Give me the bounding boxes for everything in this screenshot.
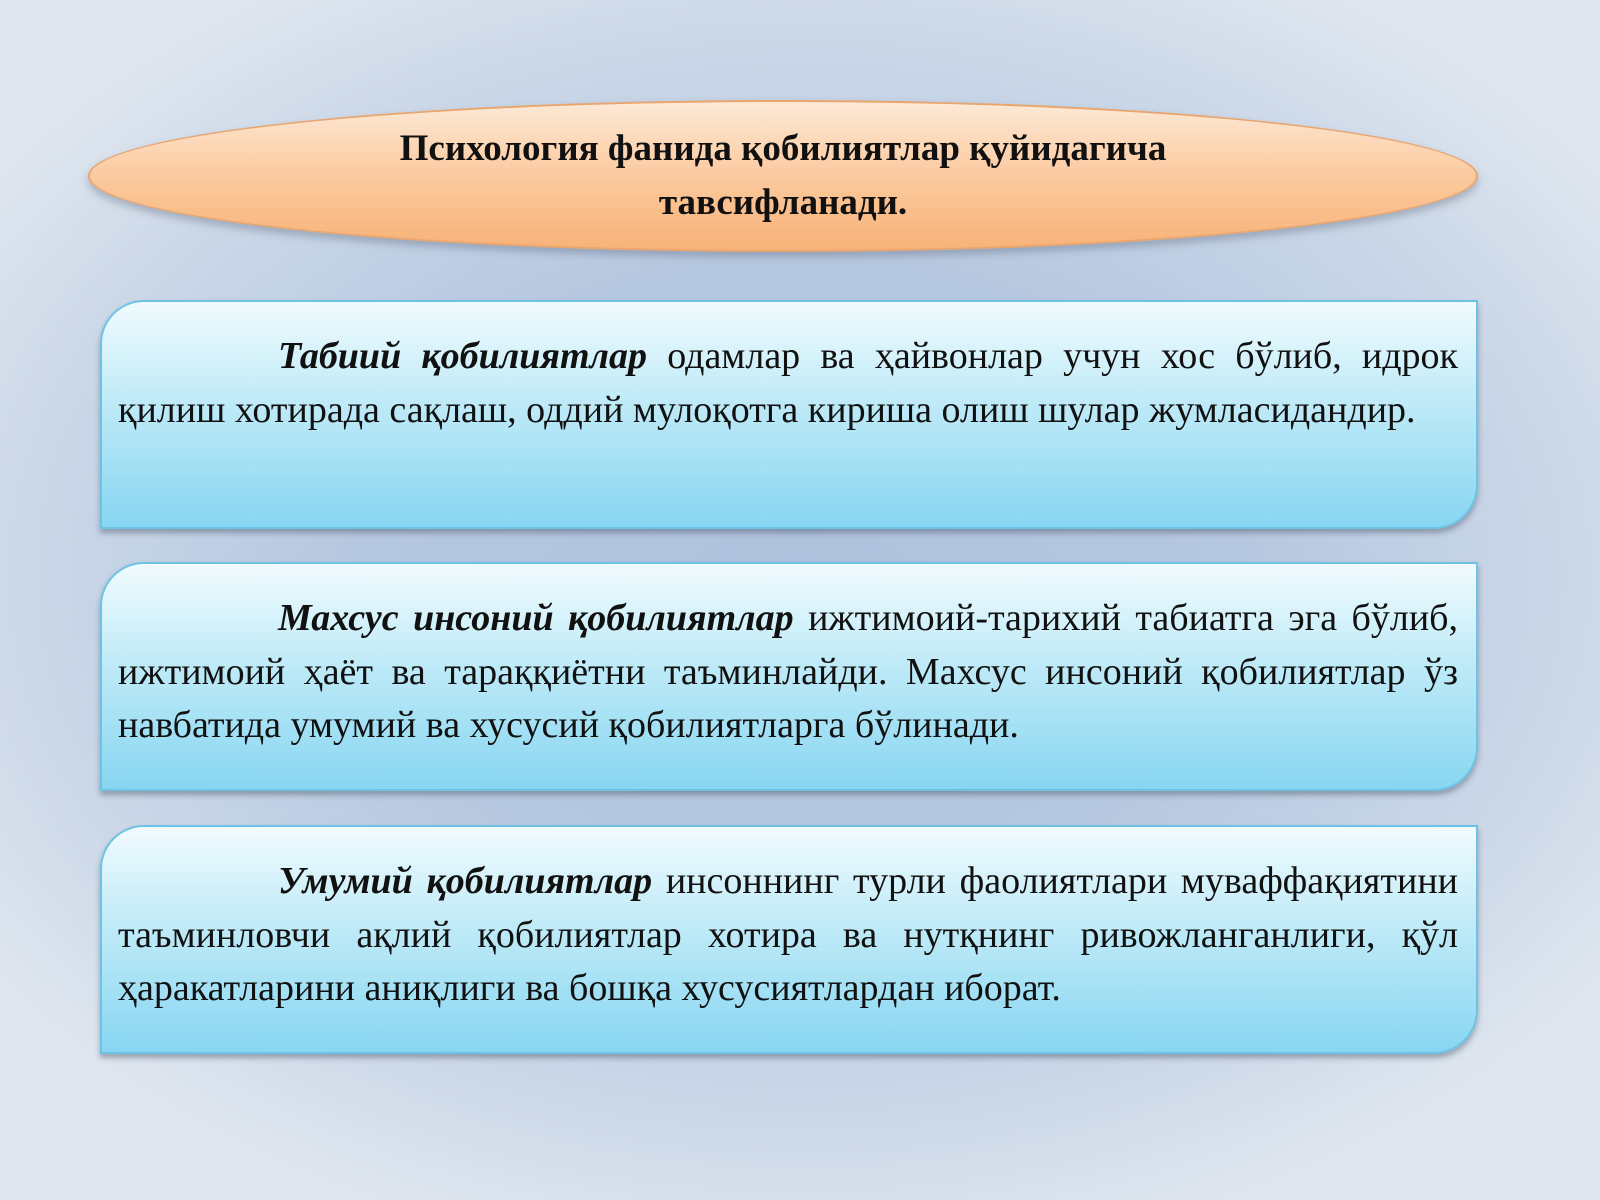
card-paragraph (118, 330, 1458, 437)
card-natural-abilities (100, 300, 1478, 529)
card-term: Махсус инсоний қобилиятлар (278, 597, 794, 639)
slide-title-line-2: тавсифланади. (658, 182, 908, 223)
card-paragraph (118, 592, 1458, 753)
slide-title (283, 122, 1283, 230)
title-oval (88, 100, 1478, 252)
slide-title-line-1: Психология фанида қобилиятлар қуйидагича (399, 128, 1167, 169)
card-term: Табиий қобилиятлар (278, 335, 648, 377)
card-text: ижтимоий-тарихий табиатга эга бўлиб, ижтимоий ҳаёт ва тараққиётни таъминлайди. Махсус инсоний қобилиятлар ўз навбатида умумий ва хусусий қобилиятларга бўлинади. (118, 597, 1458, 746)
card-text: одамлар ва ҳайвонлар учун хос бўлиб, идрок қилиш хотирада сақлаш, оддий мулоқотга кириша олиш шулар жумласидандир. (118, 335, 1459, 431)
card-text: инсоннинг турли фаолиятлари муваффақиятини таъминловчи ақлий қобилиятлар хотира ва нутқнинг ривожланганлиги, қўл ҳаракатларини аниқлиги ва бошқа хусусиятлардан иборат. (118, 860, 1459, 1009)
card-special-human-abilities (100, 562, 1478, 791)
card-paragraph (118, 855, 1458, 1016)
card-general-abilities (100, 825, 1478, 1054)
card-term: Умумий қобилиятлар (278, 860, 653, 902)
